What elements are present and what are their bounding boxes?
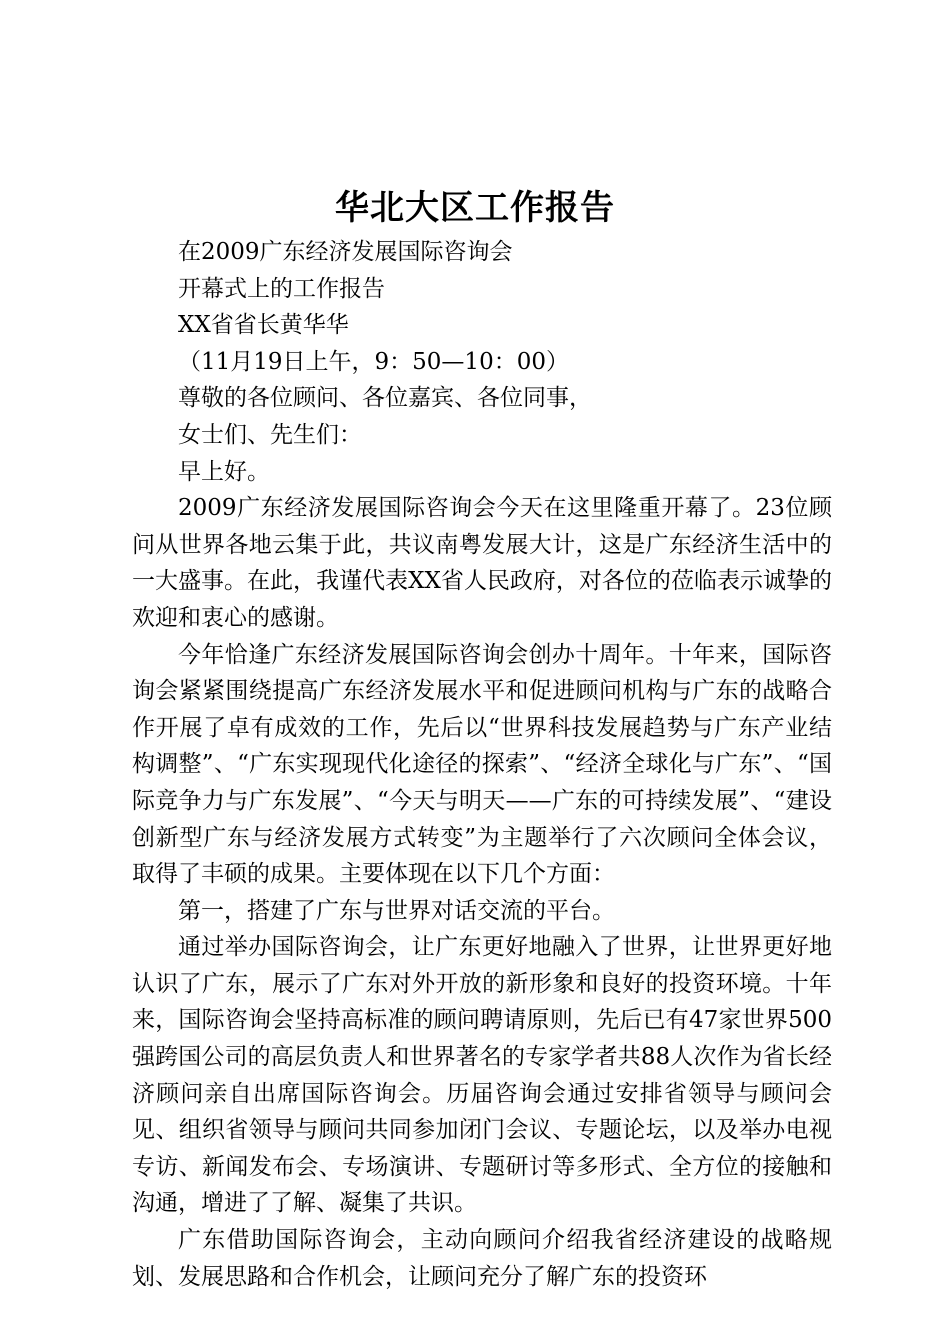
paragraph: 第一，搭建了广东与世界对话交流的平台。 bbox=[178, 897, 615, 924]
paragraph: 通过举办国际咨询会，让广东更好地融入了世界，让世界更好地认识了广东，展示了广东对外开放的新形象和良好的投资环境。十年来，国际咨询会坚持高标准的顾问聘请原则，先后已有47家世界500强跨国公司的高层负责人和世界著名的专家学者共88人次作为省长经济顾问亲自出席国际咨询会。历届咨询会通过安排省领导与顾问会见、组织省领导与顾问共同参加闭门会议、专题论坛，以及举办电视专访、新闻发布会、专场演讲、专题研讨等多形式、全方位的接触和沟通，增进了了解、凝集了共识。 bbox=[132, 934, 832, 1217]
paragraph: （11月19日上午，9：50—10：00） bbox=[178, 348, 569, 375]
document-title: 华北大区工作报告 bbox=[335, 188, 615, 228]
paragraph: 早上好。 bbox=[178, 458, 270, 485]
paragraph: 在2009广东经济发展国际咨询会 bbox=[178, 239, 513, 265]
paragraph: 今年恰逢广东经济发展国际咨询会创办十周年。十年来，国际咨询会紧紧围绕提高广东经济发展水平和促进顾问机构与广东的战略合作开展了卓有成效的工作，先后以“世界科技发展趋势与广东产业结构调整”、“广东实现现代化途径的探索”、“经济全球化与广东”、“国际竞争力与广东发展”、“今天与明天——广东的可持续发展”、“建设创新型广东与经济发展方式转变”为主题举行了六次顾问全体会议，取得了丰硕的成果。主要体现在以下几个方面： bbox=[132, 641, 832, 888]
paragraph: XX省省长黄华华 bbox=[178, 312, 349, 339]
paragraph: 2009广东经济发展国际咨询会今天在这里隆重开幕了。23位顾问从世界各地云集于此，共议南粤发展大计，这是广东经济生活中的一大盛事。在此，我谨代表XX省人民政府，对各位的莅临表示诚挚的欢迎和衷心的感谢。 bbox=[132, 495, 832, 631]
paragraph: 尊敬的各位顾问、各位嘉宾、各位同事， bbox=[178, 385, 592, 412]
paragraph: 开幕式上的工作报告 bbox=[178, 275, 385, 302]
paragraph: 女士们、先生们： bbox=[178, 421, 362, 448]
paragraph: 广东借助国际咨询会，主动向顾问介绍我省经济建设的战略规划、发展思路和合作机会，让顾问充分了解广东的投资环 bbox=[132, 1227, 832, 1290]
document-body bbox=[132, 234, 832, 1295]
